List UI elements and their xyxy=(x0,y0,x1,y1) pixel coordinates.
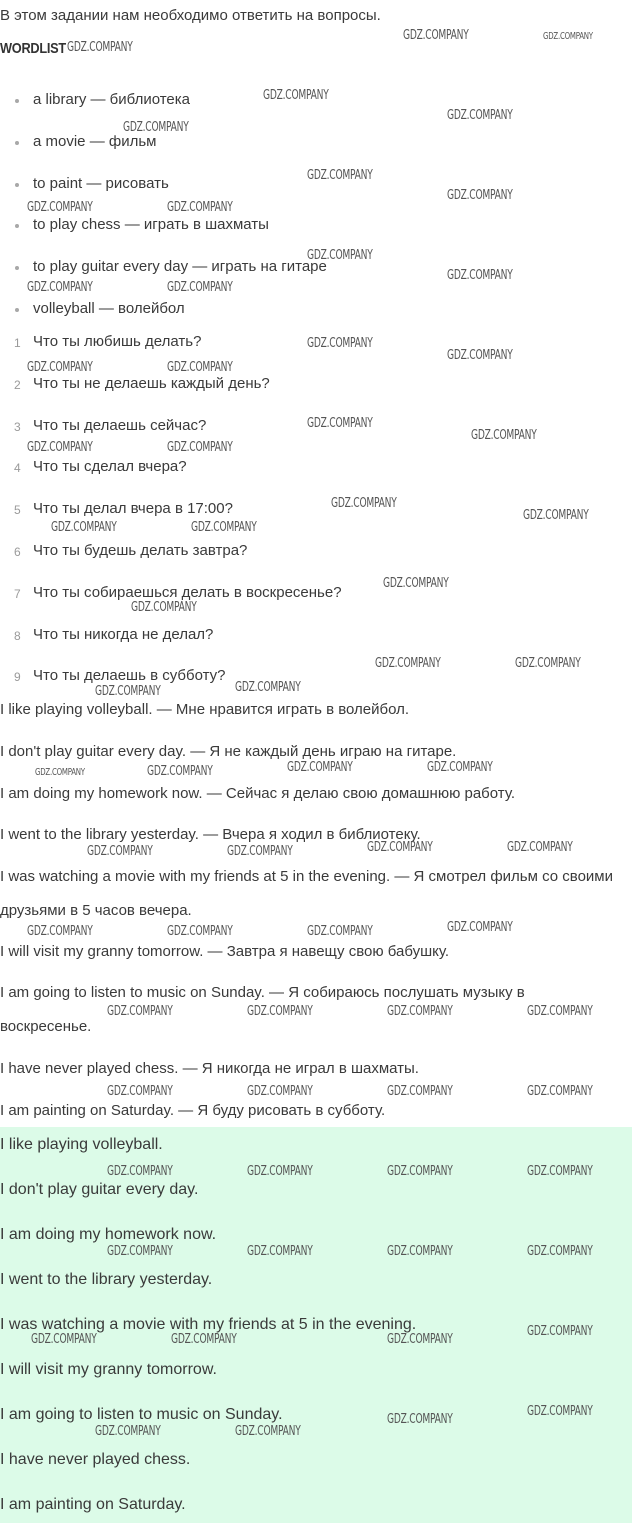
watermark-text: GDZ.COMPANY xyxy=(307,168,373,183)
answer-line: I am doing my homework now. — Сейчас я делаю свою домашнюю работу. xyxy=(0,785,515,802)
question-text: Что ты не делаешь каждый день? xyxy=(33,374,270,392)
question-number: 2 xyxy=(14,377,21,392)
watermark-text: GDZ.COMPANY xyxy=(331,496,397,511)
question-number: 1 xyxy=(14,336,21,350)
watermark-text: GDZ.COMPANY xyxy=(387,1084,453,1099)
wordlist-item: volleyball — волейбол xyxy=(0,299,632,341)
question-number: 9 xyxy=(14,670,21,685)
english-answer-line: I will visit my granny tomorrow. xyxy=(0,1361,217,1378)
question-number: 6 xyxy=(14,544,21,559)
watermark-text: GDZ.COMPANY xyxy=(447,188,513,203)
watermark-text: GDZ.COMPANY xyxy=(27,440,93,455)
question-text: Что ты будешь делать завтра? xyxy=(33,541,248,559)
bullet-icon xyxy=(15,99,19,103)
watermark-text: GDZ.COMPANY xyxy=(307,336,373,351)
watermark-text: GDZ.COMPANY xyxy=(543,31,593,42)
watermark-text: GDZ.COMPANY xyxy=(515,656,581,671)
wordlist-item: to play chess — играть в шахматы xyxy=(0,215,632,257)
watermark-text: GDZ.COMPANY xyxy=(235,680,301,695)
question-item xyxy=(0,499,632,541)
answer-line: I went to the library yesterday. — Вчера я ходил в библиотеку. xyxy=(0,826,421,843)
watermark-text: GDZ.COMPANY xyxy=(527,1084,593,1099)
question-text: Что ты собираешься делать в воскресенье? xyxy=(33,583,342,601)
english-answer-line: I went to the library yesterday. xyxy=(0,1271,213,1288)
question-text: Что ты сделал вчера? xyxy=(33,458,187,476)
wordlist-item: to paint — рисовать xyxy=(0,174,632,216)
watermark-text: GDZ.COMPANY xyxy=(383,576,449,591)
question-text: Что ты любишь делать? xyxy=(33,333,202,350)
watermark-text: GDZ.COMPANY xyxy=(387,1244,453,1259)
question-list xyxy=(0,332,632,708)
english-answer-line: I am going to listen to music on Sunday. xyxy=(0,1406,283,1423)
question-number: 5 xyxy=(14,503,21,518)
watermark-text: GDZ.COMPANY xyxy=(307,924,373,939)
watermark-text: GDZ.COMPANY xyxy=(263,88,329,103)
answer-line: I have never played chess. — Я никогда не играл в шахматы. xyxy=(0,1060,419,1077)
watermark-text: GDZ.COMPANY xyxy=(375,656,441,671)
question-item xyxy=(0,332,632,374)
watermark-text: GDZ.COMPANY xyxy=(107,1004,173,1019)
answer-line: I was watching a movie with my friends at 5 in the evening. — Я смотрел фильм со своими друзьями в 5 часов вечера. xyxy=(0,868,613,919)
english-answer-line: I am doing my homework now. xyxy=(0,1226,217,1243)
watermark-text: GDZ.COMPANY xyxy=(227,844,293,859)
watermark-text: GDZ.COMPANY xyxy=(167,200,233,215)
question-item xyxy=(0,416,632,458)
watermark-text: GDZ.COMPANY xyxy=(171,1332,237,1347)
watermark-text: GDZ.COMPANY xyxy=(167,360,233,375)
wordlist-heading: WORDLIST xyxy=(0,40,66,57)
wordlist-item: a movie — фильм xyxy=(0,132,632,174)
watermark-text: GDZ.COMPANY xyxy=(107,1164,173,1179)
watermark-text: GDZ.COMPANY xyxy=(507,840,573,855)
watermark-text: GDZ.COMPANY xyxy=(247,1004,313,1019)
watermark-text: GDZ.COMPANY xyxy=(191,520,257,535)
watermark-text: GDZ.COMPANY xyxy=(527,1164,593,1179)
watermark-text: GDZ.COMPANY xyxy=(367,840,433,855)
watermark-text: GDZ.COMPANY xyxy=(27,924,93,939)
english-answer-line: I am painting on Saturday. xyxy=(0,1496,186,1513)
question-number: 7 xyxy=(14,586,21,601)
watermark-text: GDZ.COMPANY xyxy=(31,1332,97,1347)
watermark-text: GDZ.COMPANY xyxy=(447,108,513,123)
watermark-text: GDZ.COMPANY xyxy=(123,120,189,135)
watermark-text: GDZ.COMPANY xyxy=(247,1084,313,1099)
answer-line: I don't play guitar every day. — Я не каждый день играю на гитаре. xyxy=(0,743,457,760)
watermark-text: GDZ.COMPANY xyxy=(387,1004,453,1019)
watermark-text: GDZ.COMPANY xyxy=(95,1424,161,1439)
question-text: Что ты делал вчера в 17:00? xyxy=(33,500,233,518)
watermark-text: GDZ.COMPANY xyxy=(167,440,233,455)
watermark-text: GDZ.COMPANY xyxy=(27,280,93,295)
watermark-text: GDZ.COMPANY xyxy=(147,764,213,779)
bullet-icon xyxy=(15,266,19,270)
english-answers-box xyxy=(0,1127,632,1523)
watermark-text: GDZ.COMPANY xyxy=(387,1164,453,1179)
watermark-text: GDZ.COMPANY xyxy=(527,1004,593,1019)
watermark-text: GDZ.COMPANY xyxy=(107,1244,173,1259)
watermark-text: GDZ.COMPANY xyxy=(403,28,469,43)
watermark-text: GDZ.COMPANY xyxy=(523,508,589,523)
watermark-text: GDZ.COMPANY xyxy=(527,1324,593,1339)
intro-text: В этом задании нам необходимо ответить на вопросы. xyxy=(0,7,381,24)
watermark-text: GDZ.COMPANY xyxy=(307,248,373,263)
watermark-text: GDZ.COMPANY xyxy=(51,520,117,535)
question-item xyxy=(0,625,632,667)
wordlist-item: a library — библиотека xyxy=(0,90,632,132)
answer-line: I am going to listen to music on Sunday. — Я собираюсь послушать музыку в воскресенье. xyxy=(0,984,525,1035)
watermark-text: GDZ.COMPANY xyxy=(287,760,353,775)
watermark-text: GDZ.COMPANY xyxy=(131,600,197,615)
watermark-text: GDZ.COMPANY xyxy=(427,760,493,775)
answer-line: I will visit my granny tomorrow. — Завтра я навещу свою бабушку. xyxy=(0,943,450,960)
answer-line: I am painting on Saturday. — Я буду рисовать в субботу. xyxy=(0,1102,386,1119)
question-text: Что ты делаешь в субботу? xyxy=(33,667,226,685)
english-answer-line: I don't play guitar every day. xyxy=(0,1181,199,1198)
watermark-text: GDZ.COMPANY xyxy=(247,1164,313,1179)
question-number: 4 xyxy=(14,461,21,476)
watermark-text: GDZ.COMPANY xyxy=(447,268,513,283)
watermark-text: GDZ.COMPANY xyxy=(247,1244,313,1259)
bullet-icon xyxy=(15,224,19,228)
watermark-text: GDZ.COMPANY xyxy=(87,844,153,859)
watermark-text: GDZ.COMPANY xyxy=(447,348,513,363)
english-answer-line: I like playing volleyball. xyxy=(0,1136,163,1153)
question-text: Что ты никогда не делал? xyxy=(33,625,214,643)
watermark-text: GDZ.COMPANY xyxy=(27,200,93,215)
watermark-text: GDZ.COMPANY xyxy=(471,428,537,443)
bullet-icon xyxy=(15,183,19,187)
question-number: 8 xyxy=(14,628,21,643)
wordlist-item: to play guitar every day — играть на гитаре xyxy=(0,257,632,299)
watermark-text: GDZ.COMPANY xyxy=(387,1412,453,1427)
question-item xyxy=(0,541,632,583)
question-number: 3 xyxy=(14,419,21,434)
watermark-text: GDZ.COMPANY xyxy=(35,767,85,778)
watermark-text: GDZ.COMPANY xyxy=(67,40,133,55)
watermark-text: GDZ.COMPANY xyxy=(235,1424,301,1439)
question-item xyxy=(0,457,632,499)
question-text: Что ты делаешь сейчас? xyxy=(33,416,207,434)
watermark-text: GDZ.COMPANY xyxy=(27,360,93,375)
answer-line: I like playing volleyball. — Мне нравится играть в волейбол. xyxy=(0,701,410,718)
watermark-text: GDZ.COMPANY xyxy=(447,920,513,935)
watermark-text: GDZ.COMPANY xyxy=(307,416,373,431)
watermark-text: GDZ.COMPANY xyxy=(387,1332,453,1347)
watermark-text: GDZ.COMPANY xyxy=(527,1404,593,1419)
question-item xyxy=(0,583,632,625)
watermark-text: GDZ.COMPANY xyxy=(167,924,233,939)
bullet-icon xyxy=(15,141,19,145)
english-answer-line: I was watching a movie with my friends at 5 in the evening. xyxy=(0,1316,417,1333)
watermark-text: GDZ.COMPANY xyxy=(527,1244,593,1259)
watermark-text: GDZ.COMPANY xyxy=(95,684,161,699)
watermark-text: GDZ.COMPANY xyxy=(167,280,233,295)
watermark-text: GDZ.COMPANY xyxy=(107,1084,173,1099)
english-answer-line: I have never played chess. xyxy=(0,1451,191,1468)
question-item xyxy=(0,374,632,416)
bullet-icon xyxy=(15,308,19,312)
wordlist xyxy=(0,90,632,341)
